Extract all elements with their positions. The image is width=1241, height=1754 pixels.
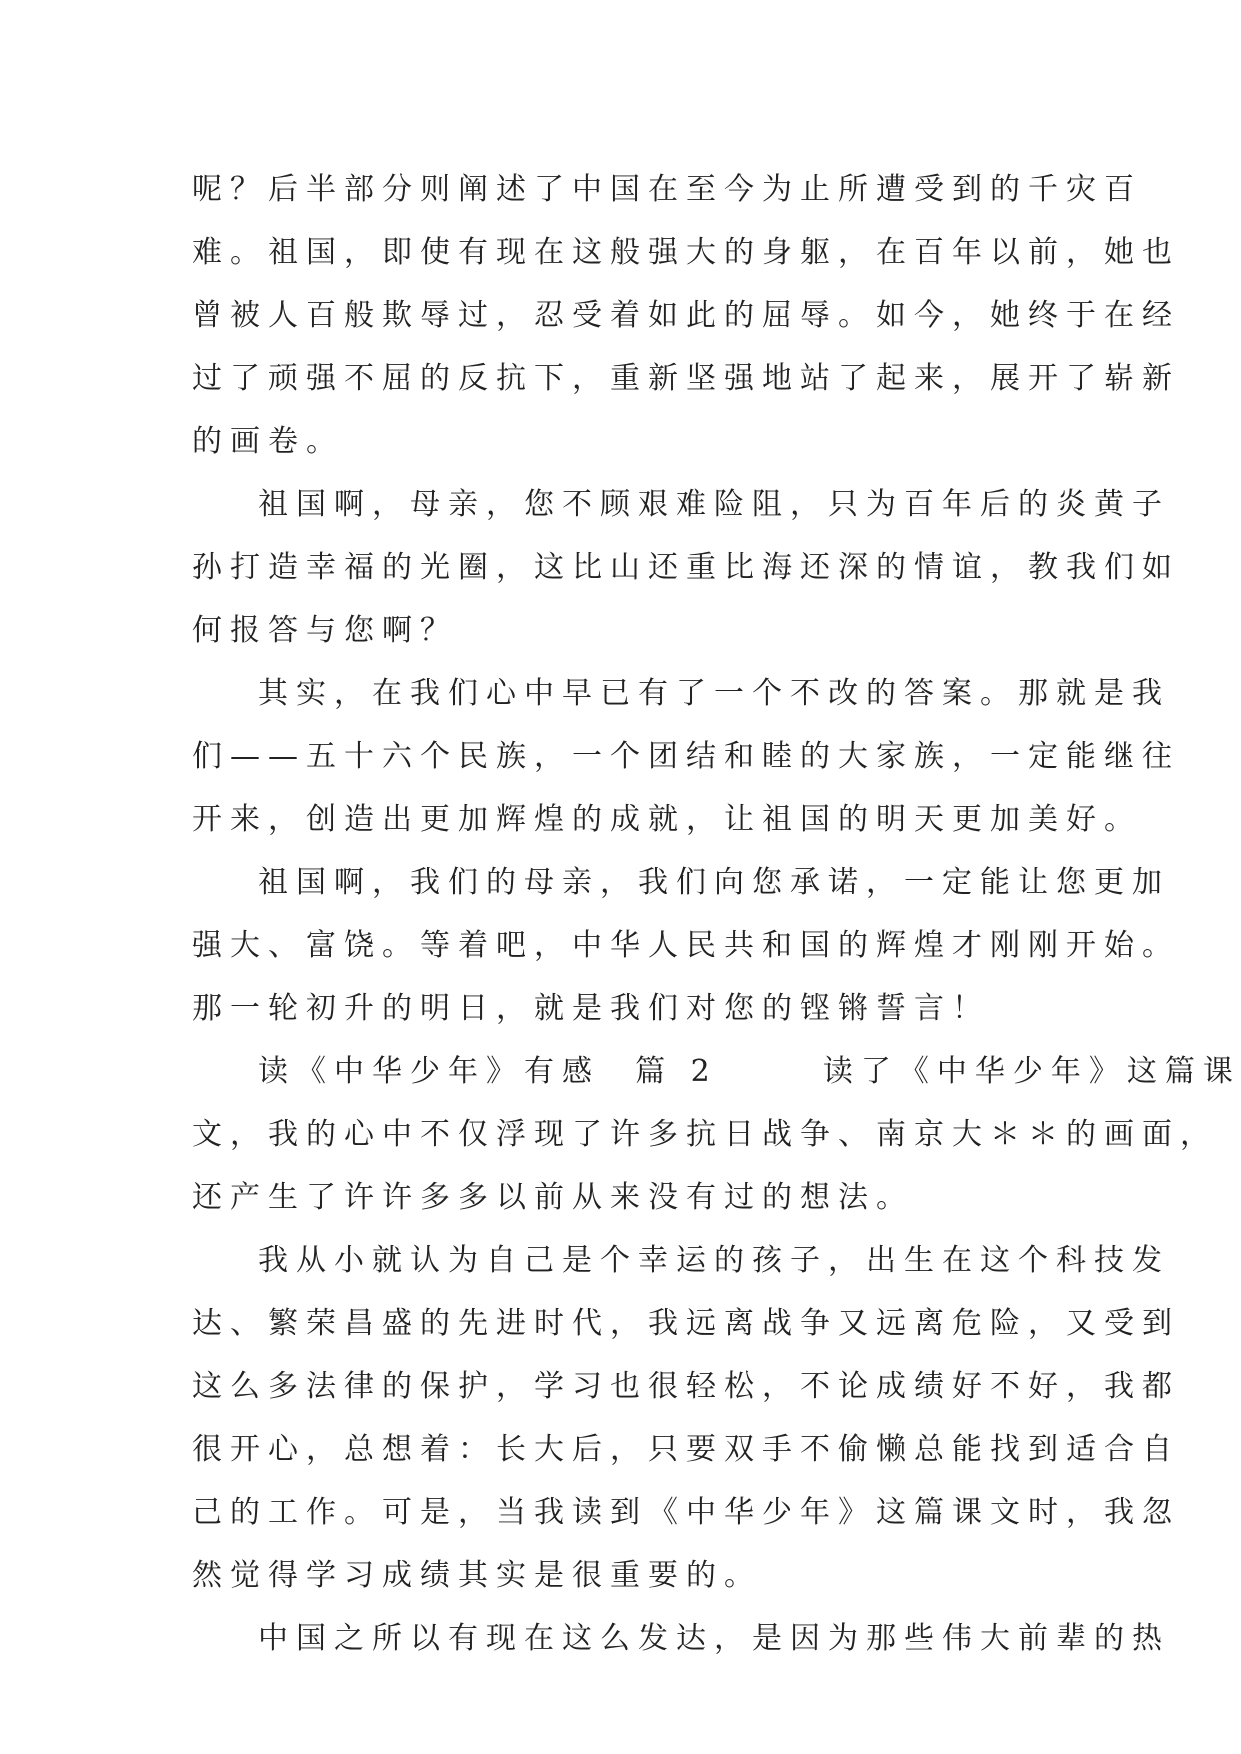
paragraph-start-line: 中国之所以有现在这么发达，是因为那些伟大前辈的热	[258, 1621, 1170, 1656]
text-line: 的画卷。	[192, 424, 344, 459]
text-line: 难。祖国，即使有现在这般强大的身躯，在百年以前，她也	[192, 235, 1180, 270]
text-line: 很开心，总想着：长大后，只要双手不偷懒总能找到适合自	[192, 1432, 1180, 1467]
text-line: 这么多法律的保护，学习也很轻松，不论成绩好不好，我都	[192, 1369, 1180, 1404]
text-line: 文，我的心中不仅浮现了许多抗日战争、南京大＊＊的画面，	[192, 1117, 1218, 1152]
text-line: 己的工作。可是，当我读到《中华少年》这篇课文时，我忽	[192, 1495, 1180, 1530]
text-line: 过了顽强不屈的反抗下，重新坚强地站了起来，展开了崭新	[192, 361, 1180, 396]
paragraph-start-line: 其实，在我们心中早已有了一个不改的答案。那就是我	[258, 676, 1170, 711]
text-line: 达、繁荣昌盛的先进时代，我远离战争又远离危险，又受到	[192, 1306, 1180, 1341]
text-line: 还产生了许许多多以前从来没有过的想法。	[192, 1180, 914, 1215]
text-line: 然觉得学习成绩其实是很重要的。	[192, 1558, 762, 1593]
text-line: 何报答与您啊？	[192, 613, 458, 648]
paragraph-start-line: 我从小就认为自己是个幸运的孩子，出生在这个科技发	[258, 1243, 1170, 1278]
paragraph-start-line: 祖国啊，我们的母亲，我们向您承诺，一定能让您更加	[258, 865, 1170, 900]
text-line: 孙打造幸福的光圈，这比山还重比海还深的情谊，教我们如	[192, 550, 1180, 585]
text-line: 那一轮初升的明日，就是我们对您的铿锵誓言！	[192, 991, 990, 1026]
text-line: 呢？后半部分则阐述了中国在至今为止所遭受到的千灾百	[192, 172, 1142, 207]
text-line: 们——五十六个民族，一个团结和睦的大家族，一定能继往	[192, 739, 1180, 774]
document-body	[192, 158, 1241, 1670]
section-heading-line: 读《中华少年》有感 篇 2 读了《中华少年》这篇课	[258, 1054, 1241, 1089]
text-line: 强大、富饶。等着吧，中华人民共和国的辉煌才刚刚开始。	[192, 928, 1180, 963]
text-line: 开来，创造出更加辉煌的成就，让祖国的明天更加美好。	[192, 802, 1142, 837]
paragraph-start-line: 祖国啊，母亲，您不顾艰难险阻，只为百年后的炎黄子	[258, 487, 1170, 522]
text-line: 曾被人百般欺辱过，忍受着如此的屈辱。如今，她终于在经	[192, 298, 1180, 333]
